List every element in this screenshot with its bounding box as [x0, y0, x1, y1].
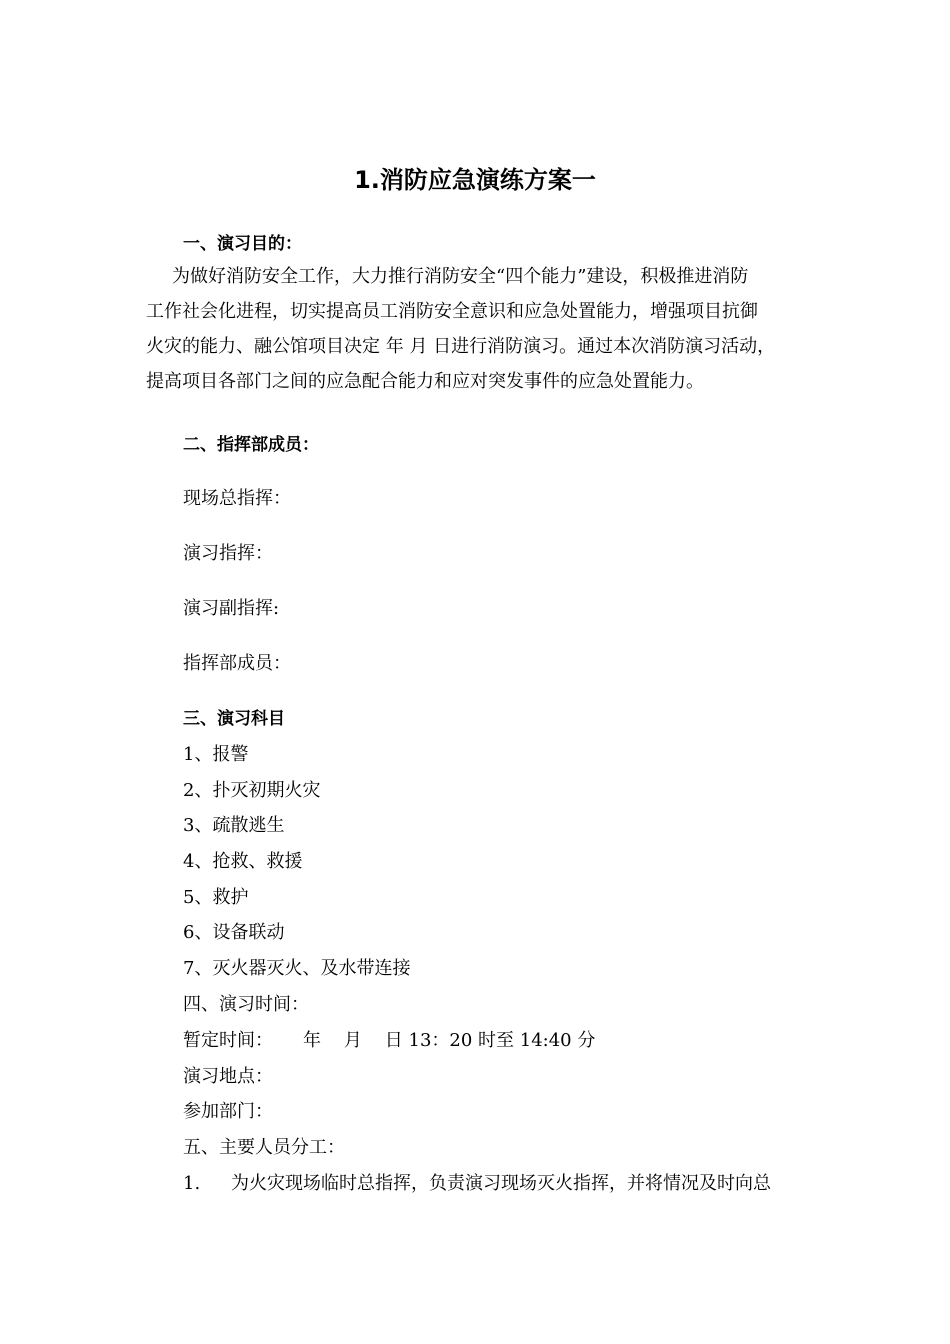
drill-time-value: 年 月 日 13：20 时至 14:40 分: [303, 1030, 596, 1051]
section2-heading: 二、指挥部成员：: [183, 435, 319, 455]
list-item: 7、灭火器灭火、及水带连接: [183, 958, 411, 979]
section4-heading: 四、演习时间：: [183, 994, 309, 1015]
section1-paragraph: [146, 259, 826, 399]
deputy-commander-field: 演习副指挥:: [183, 598, 280, 619]
paragraph-line: 火灾的能力、融公馆项目决定 年 月 日进行消防演习。通过本次消防演习活动，: [146, 336, 776, 357]
duty-item-text: 为火灾现场临时总指挥，负责演习现场灭火指挥，并将情况及时向总: [231, 1173, 771, 1194]
section1-heading: 一、演习目的：: [183, 234, 302, 254]
commander-field: 现场总指挥：: [183, 488, 291, 509]
paragraph-line: 工作社会化进程，切实提高员工消防安全意识和应急处置能力，增强项目抗御: [146, 301, 758, 322]
paragraph-line: [146, 259, 826, 294]
list-item: 3、疏散逃生: [183, 815, 285, 836]
list-item: 2、扑灭初期火灾: [183, 780, 321, 801]
list-item: 1、报警: [183, 744, 249, 765]
participating-departments: 参加部门：: [183, 1101, 273, 1122]
drill-time-label: 暂定时间：: [183, 1030, 273, 1051]
drill-commander-field: 演习指挥：: [183, 543, 273, 564]
list-item: 5、救护: [183, 887, 249, 908]
list-item: 6、设备联动: [183, 922, 285, 943]
drill-location: 演习地点：: [183, 1066, 273, 1087]
document-title: 1.消防应急演练方案一: [354, 166, 596, 194]
paragraph-line-text: 为做好消防安全工作，大力推行消防安全“四个能力”建设，积极推进消防: [172, 266, 749, 287]
duty-item-number: 1.: [183, 1173, 201, 1194]
drill-time: [183, 1028, 595, 1054]
section5-heading: 五、主要人员分工：: [183, 1137, 345, 1158]
list-item: 4、抢救、救援: [183, 851, 303, 872]
command-members-field: 指挥部成员：: [183, 653, 291, 674]
section3-heading: 三、演习科目: [183, 709, 285, 729]
paragraph-line: 提高项目各部门之间的应急配合能力和应对突发事件的应急处置能力。: [146, 371, 704, 392]
duty-item: [183, 1171, 771, 1197]
